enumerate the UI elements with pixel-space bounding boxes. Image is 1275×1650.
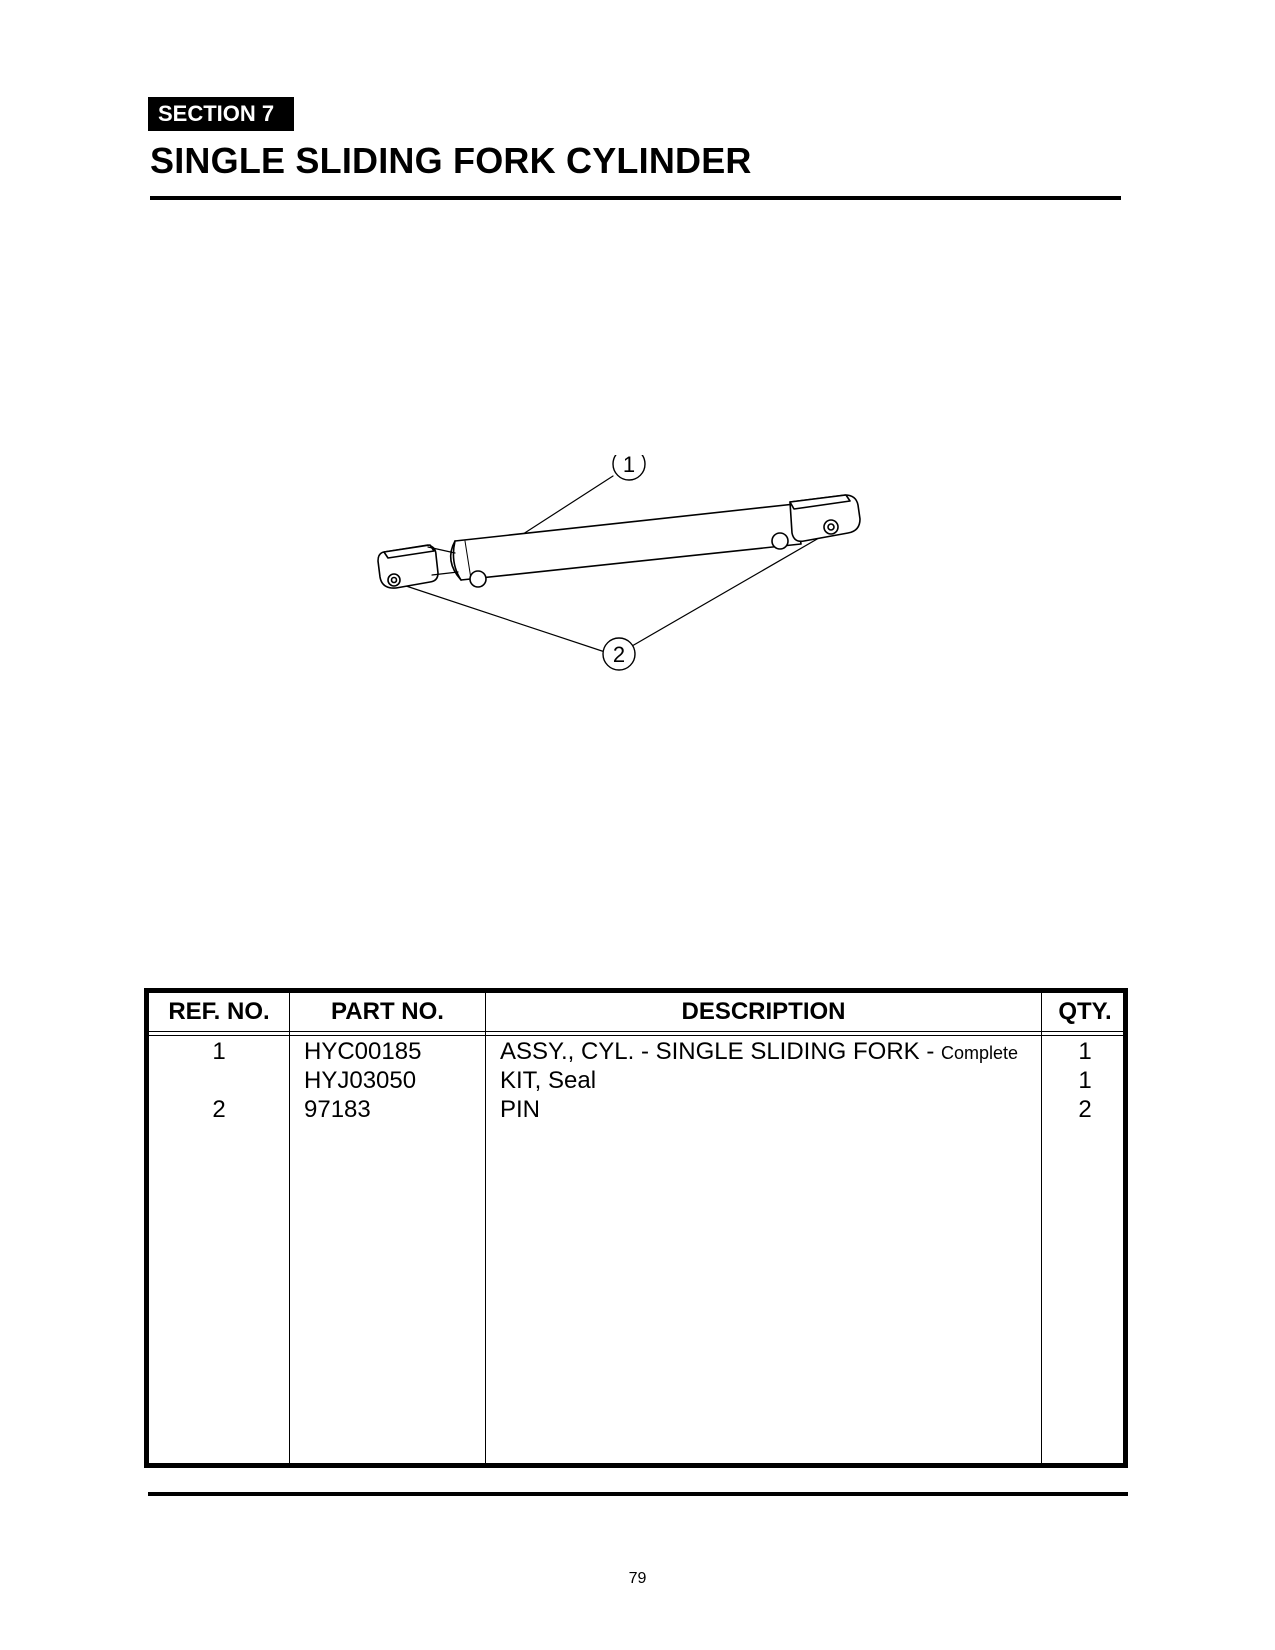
qty-cell: 1 [1078, 1067, 1092, 1094]
section-badge: SECTION 7 [148, 97, 294, 131]
port-right [772, 533, 788, 549]
ref-cell: 1 [212, 1038, 226, 1065]
description-text: ASSY., CYL. - SINGLE SLIDING FORK - [500, 1038, 942, 1065]
column-header-ref: REF. NO. [168, 998, 270, 1025]
description-cell: PIN [500, 1096, 541, 1123]
column-header-description: DESCRIPTION [681, 998, 846, 1025]
part-number-cell: 97183 [304, 1096, 371, 1123]
table-row [149, 1095, 1123, 1124]
part-number-cell: HYJ03050 [304, 1067, 417, 1094]
ref-cell: 2 [212, 1096, 226, 1123]
column-header-qty: QTY. [1058, 998, 1112, 1025]
description-cell: KIT, Seal [500, 1067, 597, 1094]
qty-cell: 2 [1078, 1096, 1092, 1123]
callout-1-label: 1 [622, 455, 636, 477]
description-note: Complete [941, 1043, 1019, 1063]
bottom-divider [148, 1492, 1128, 1496]
cylinder-barrel [453, 504, 801, 580]
title-divider [150, 196, 1121, 200]
description-cell [500, 1037, 1018, 1068]
part-number-cell: HYC00185 [304, 1038, 422, 1065]
header-rule [149, 1035, 1123, 1036]
parts-table [144, 988, 1128, 1468]
port-left [470, 571, 486, 587]
callout-2-label: 2 [612, 642, 626, 667]
page-number: 79 [628, 1570, 647, 1587]
qty-cell: 1 [1078, 1038, 1092, 1065]
page-title: SINGLE SLIDING FORK CYLINDER [150, 140, 752, 181]
table-row [149, 1037, 1123, 1066]
column-header-part: PART NO. [331, 998, 444, 1025]
header-rule [149, 1031, 1123, 1032]
leader-line-2a [391, 581, 608, 653]
table-row [149, 1066, 1123, 1095]
cylinder-diagram [370, 455, 910, 715]
